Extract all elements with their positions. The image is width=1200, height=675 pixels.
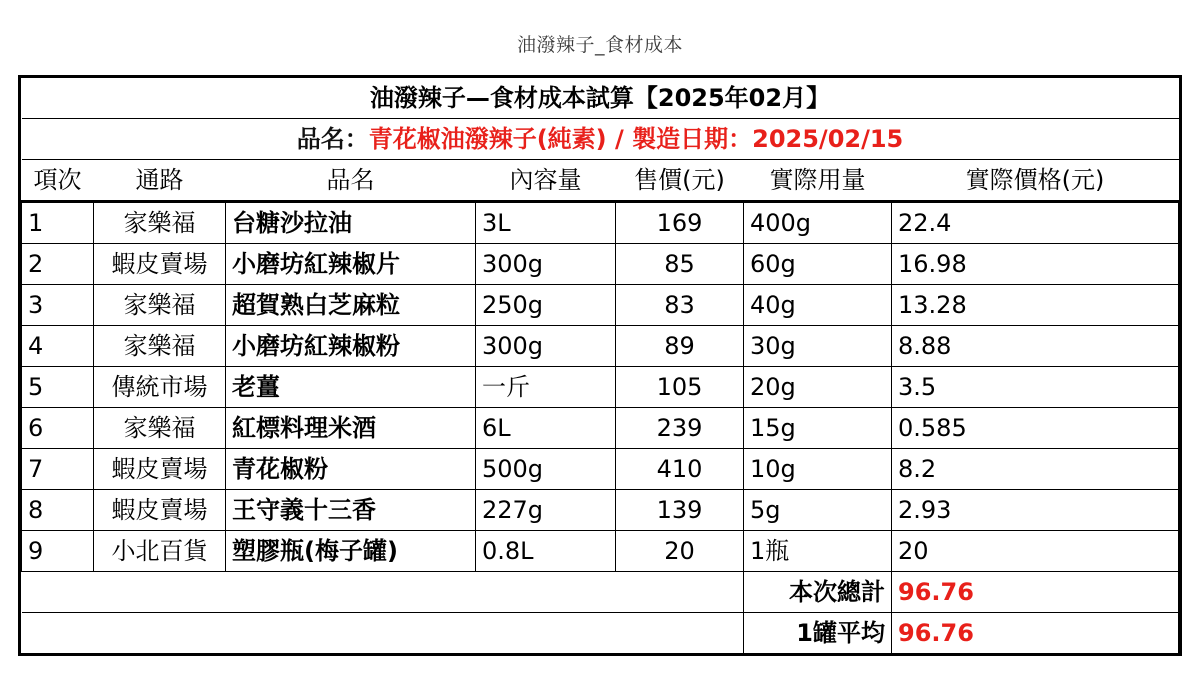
cell-amount: 1瓶	[744, 531, 892, 572]
average-row	[22, 613, 1179, 654]
table-row	[22, 244, 1179, 285]
cell-price: 139	[616, 490, 744, 531]
cell-volume: 250g	[476, 285, 616, 326]
table-row	[22, 367, 1179, 408]
cell-price: 105	[616, 367, 744, 408]
cell-channel: 小北百貨	[94, 531, 226, 572]
column-header-volume: 內容量	[476, 160, 616, 202]
cell-index: 7	[22, 449, 94, 490]
cell-price: 83	[616, 285, 744, 326]
table-column-header	[22, 160, 1179, 202]
cell-amount: 30g	[744, 326, 892, 367]
cell-cost: 20	[892, 531, 1179, 572]
cell-volume: 300g	[476, 326, 616, 367]
subtitle-prefix: 品名：	[296, 125, 369, 153]
cell-cost: 3.5	[892, 367, 1179, 408]
cell-channel: 家樂福	[94, 285, 226, 326]
cell-amount: 5g	[744, 490, 892, 531]
total-value: 96.76	[892, 572, 1179, 613]
cell-index: 6	[22, 408, 94, 449]
column-header-cost: 實際價格(元)	[892, 160, 1179, 202]
subtitle-product-date: 青花椒油潑辣子(純素) / 製造日期：2025/02/15	[368, 125, 904, 153]
table-title-row	[22, 78, 1179, 119]
cell-cost: 0.585	[892, 408, 1179, 449]
cell-name: 小磨坊紅辣椒片	[226, 244, 476, 285]
cell-amount: 15g	[744, 408, 892, 449]
table-row	[22, 326, 1179, 367]
average-label: 1罐平均	[744, 613, 892, 654]
cell-name: 王守義十三香	[226, 490, 476, 531]
sheet-subtitle	[22, 119, 1179, 160]
page-title: 油潑辣子_食材成本	[516, 34, 683, 56]
cell-volume: 227g	[476, 490, 616, 531]
column-header-price: 售價(元)	[616, 160, 744, 202]
cell-price: 20	[616, 531, 744, 572]
table-row	[22, 531, 1179, 572]
cell-volume: 一斤	[476, 367, 616, 408]
cell-price: 239	[616, 408, 744, 449]
cell-cost: 8.2	[892, 449, 1179, 490]
cell-price: 89	[616, 326, 744, 367]
cell-channel: 蝦皮賣場	[94, 244, 226, 285]
table-row	[22, 449, 1179, 490]
total-spacer	[22, 572, 744, 613]
cell-index: 2	[22, 244, 94, 285]
cell-cost: 8.88	[892, 326, 1179, 367]
average-value: 96.76	[892, 613, 1179, 654]
cell-index: 5	[22, 367, 94, 408]
cell-index: 9	[22, 531, 94, 572]
total-label: 本次總計	[744, 572, 892, 613]
cell-index: 1	[22, 202, 94, 244]
cell-price: 85	[616, 244, 744, 285]
cell-price: 410	[616, 449, 744, 490]
cell-name: 塑膠瓶(梅子罐)	[226, 531, 476, 572]
cell-cost: 2.93	[892, 490, 1179, 531]
cell-cost: 22.4	[892, 202, 1179, 244]
cell-name: 老薑	[226, 367, 476, 408]
average-spacer	[22, 613, 744, 654]
table-row	[22, 408, 1179, 449]
cell-index: 8	[22, 490, 94, 531]
cell-amount: 60g	[744, 244, 892, 285]
cell-name: 台糖沙拉油	[226, 202, 476, 244]
cell-index: 4	[22, 326, 94, 367]
table-row	[22, 490, 1179, 531]
cost-table	[21, 78, 1179, 653]
cell-name: 小磨坊紅辣椒粉	[226, 326, 476, 367]
cell-channel: 蝦皮賣場	[94, 449, 226, 490]
cost-sheet	[18, 75, 1182, 656]
cell-channel: 傳統市場	[94, 367, 226, 408]
cell-volume: 6L	[476, 408, 616, 449]
total-row	[22, 572, 1179, 613]
column-header-index: 項次	[22, 160, 94, 202]
cell-amount: 40g	[744, 285, 892, 326]
cell-amount: 10g	[744, 449, 892, 490]
cell-channel: 家樂福	[94, 202, 226, 244]
cell-price: 169	[616, 202, 744, 244]
cell-cost: 13.28	[892, 285, 1179, 326]
cell-volume: 0.8L	[476, 531, 616, 572]
cell-channel: 家樂福	[94, 326, 226, 367]
cell-name: 青花椒粉	[226, 449, 476, 490]
table-row	[22, 202, 1179, 244]
cell-name: 超賀熟白芝麻粒	[226, 285, 476, 326]
cell-volume: 3L	[476, 202, 616, 244]
cell-amount: 400g	[744, 202, 892, 244]
column-header-channel: 通路	[94, 160, 226, 202]
cell-cost: 16.98	[892, 244, 1179, 285]
cell-name: 紅標料理米酒	[226, 408, 476, 449]
cell-volume: 300g	[476, 244, 616, 285]
cell-volume: 500g	[476, 449, 616, 490]
table-row	[22, 285, 1179, 326]
cell-amount: 20g	[744, 367, 892, 408]
column-header-amount: 實際用量	[744, 160, 892, 202]
cell-index: 3	[22, 285, 94, 326]
cell-channel: 蝦皮賣場	[94, 490, 226, 531]
sheet-title: 油潑辣子—食材成本試算【2025年02月】	[22, 78, 1179, 119]
column-header-name: 品名	[226, 160, 476, 202]
table-subtitle-row	[22, 119, 1179, 160]
cell-channel: 家樂福	[94, 408, 226, 449]
